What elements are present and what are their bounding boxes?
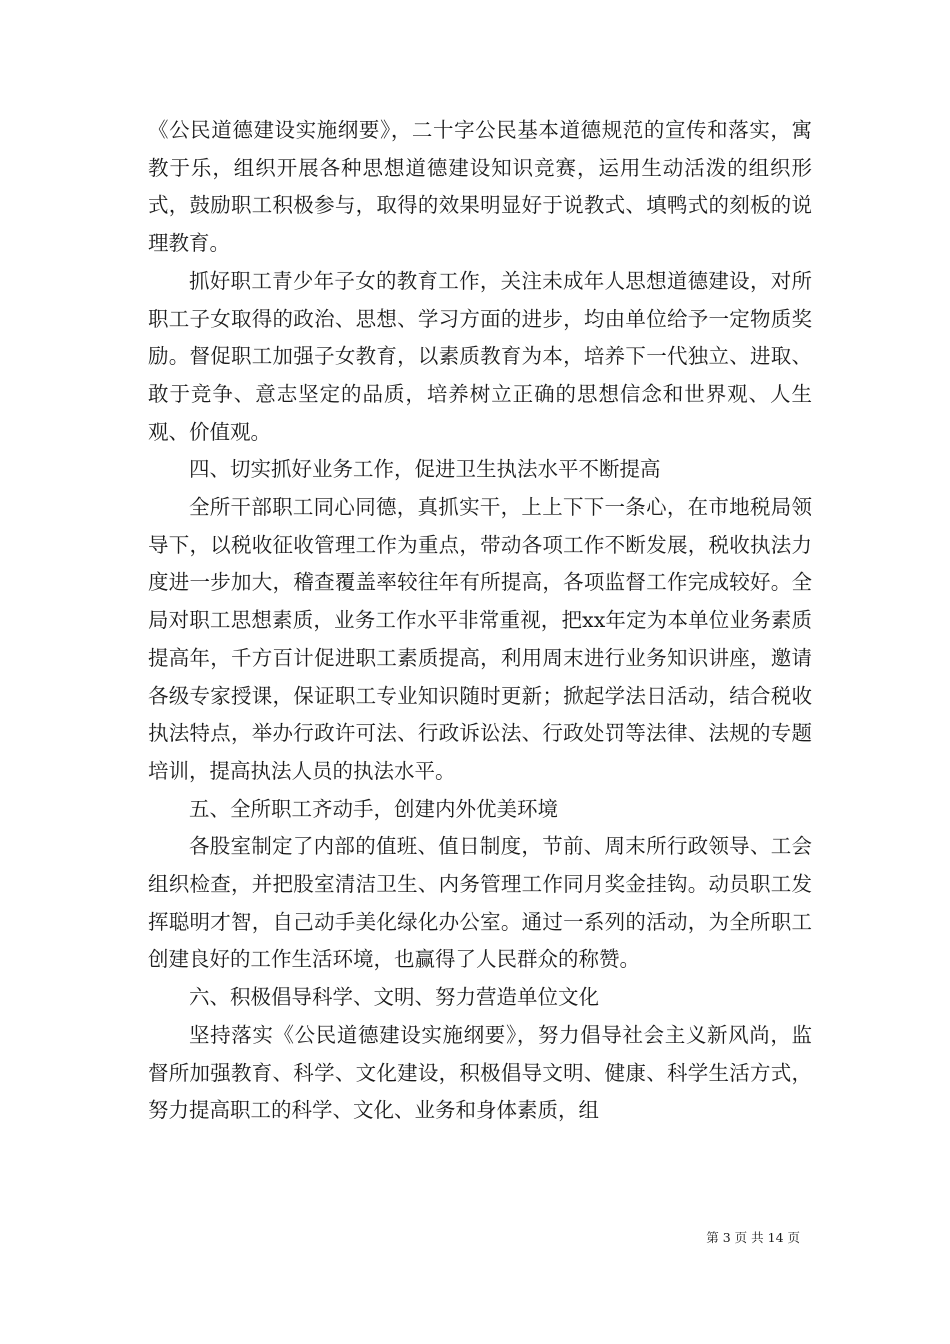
page-number-footer: 第 3 页 共 14 页 bbox=[706, 1230, 800, 1245]
section-heading: 四、切实抓好业务工作，促进卫生执法水平不断提高 bbox=[189, 457, 661, 482]
body-paragraph: 全所干部职工同心同德，真抓实干，上上下下一条心，在市地税局领导下，以税收征收管理工作为重点，带动各项工作不断发展，税收执法力度进一步加大，稽查覆盖率较往年有所提高，各项监督工作完成较好。全局对职工思想素质，业务工作水平非常重视，把xx年定为本单位业务素质提高年，千方百计促进职工素质提高，利用周末进行业务知识讲座，邀请各级专家授课，保证职工专业知识随时更新；掀起学法日活动，结合税收执法特点，举办行政许可法、行政诉讼法、行政处罚等法律、法规的专题培训，提高执法人员的执法水平。 bbox=[148, 495, 812, 783]
body-paragraph: 坚持落实《公民道德建设实施纲要》，努力倡导社会主义新风尚，监督所加强教育、科学、文化建设，积极倡导文明、健康、科学生活方式，努力提高职工的科学、文化、业务和身体素质，组 bbox=[148, 1022, 812, 1123]
body-paragraph: 《公民道德建设实施纲要》，二十字公民基本道德规范的宣传和落实，寓教于乐，组织开展各种思想道德建设知识竞赛，运用生动活泼的组织形式，鼓励职工积极参与，取得的效果明显好于说教式、填鸭式的刻板的说理教育。 bbox=[148, 118, 812, 256]
body-paragraph: 各股室制定了内部的值班、值日制度，节前、周末所行政领导、工会组织检查，并把股室清洁卫生、内务管理工作同月奖金挂钩。动员职工发挥聪明才智，自己动手美化绿化办公室。通过一系列的活动，为全所职工创建良好的工作生活环境，也赢得了人民群众的称赞。 bbox=[148, 834, 812, 972]
section-heading: 五、全所职工齐动手，创建内外优美环境 bbox=[189, 796, 558, 821]
document-body bbox=[148, 112, 812, 1130]
body-paragraph: 抓好职工青少年子女的教育工作，关注未成年人思想道德建设，对所职工子女取得的政治、思想、学习方面的进步，均由单位给予一定物质奖励。督促职工加强子女教育，以素质教育为本，培养下一代独立、进取、敢于竞争、意志坚定的品质，培养树立正确的思想信念和世界观、人生观、价值观。 bbox=[148, 268, 812, 444]
section-heading: 六、积极倡导科学、文明、努力营造单位文化 bbox=[189, 985, 599, 1010]
